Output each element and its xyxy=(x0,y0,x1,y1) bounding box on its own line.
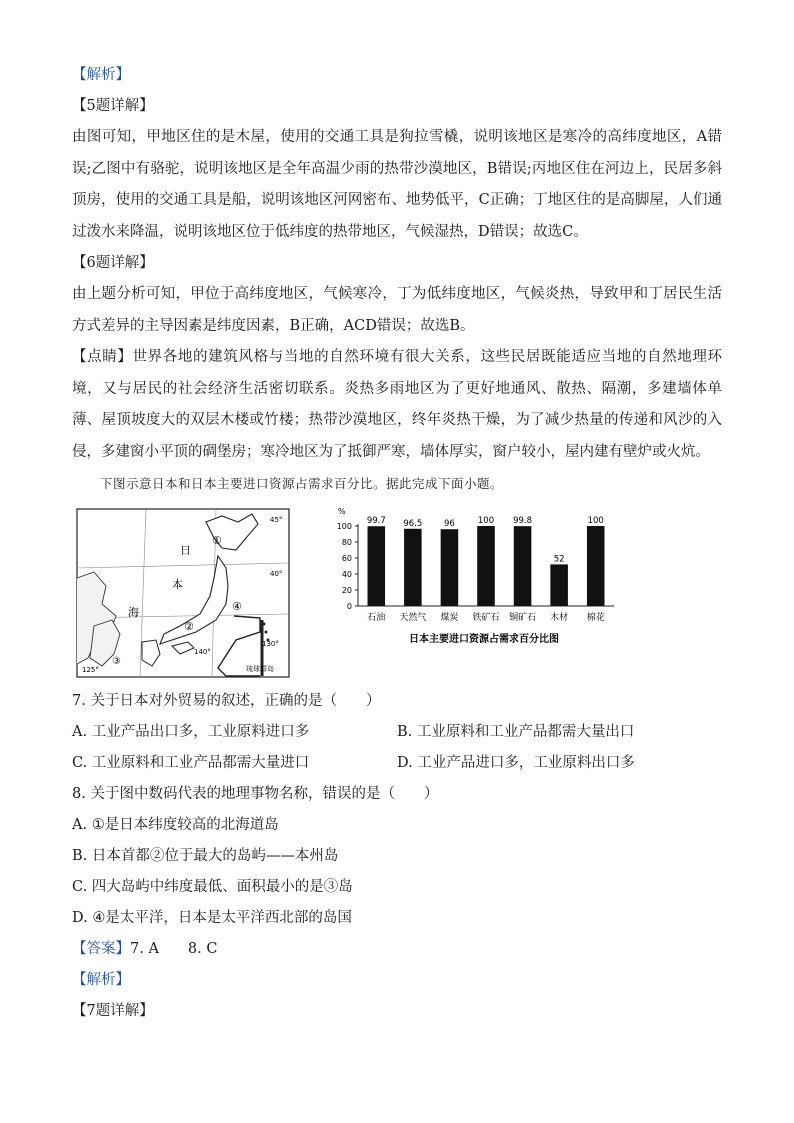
q6-detail-heading: 【6题详解】 xyxy=(72,255,154,271)
q8-option-a: A. ①是日本纬度较高的北海道岛 xyxy=(72,817,279,833)
answer-text: 7. A 8. C xyxy=(130,941,218,957)
chart-bar xyxy=(368,526,386,606)
chart-bar xyxy=(514,526,532,606)
map-lon-125: 125° xyxy=(82,666,99,674)
analysis-heading: 【解析】 xyxy=(72,67,130,83)
chart-title: 日本主要进口资源占需求百分比图 xyxy=(409,634,559,645)
q5-detail-body: 由图可知，甲地区住的是木屋，使用的交通工具是狗拉雪橇，说明该地区是寒冷的高纬度地区，A错误;乙图中有骆驼，说明该地区是全年高温少雨的热带沙漠地区，B错误;丙地区住在河边上，民居多斜顶房，使用的交通工具是船，说明该地区河网密布、地势低平，C正确；丁地区住的是高脚屋，人们通过泼水来降温，说明该地区位于低纬度的热带地区，气候湿热，D错误；故选C。 xyxy=(72,129,722,240)
map-lat-45: 45° xyxy=(270,516,283,524)
tip-paragraph xyxy=(72,342,722,468)
q7-option-b: B. 工业原料和工业产品都需大量出口 xyxy=(397,724,635,740)
q7-stem: 7. 关于日本对外贸易的叙述，正确的是（ ） xyxy=(72,693,381,709)
map-label-hai: 海 xyxy=(128,606,139,619)
q7-option-d: D. 工业产品进口多，工业原料出口多 xyxy=(397,755,635,771)
chart-category-label: 棉花 xyxy=(586,613,605,623)
q6-detail-body: 由上题分析可知，甲位于高纬度地区，气候寒冷，丁为低纬度地区，气候炎热，导致甲和丁居民生活方式差异的主导因素是纬度因素，B正确，ACD错误；故选B。 xyxy=(72,286,722,334)
chart-y-tick-label: 80 xyxy=(341,538,352,547)
chart-bar xyxy=(587,526,605,606)
chart-category-label: 铁矿石 xyxy=(472,613,500,623)
answer-line xyxy=(72,934,732,965)
ryukyu-island-dot xyxy=(265,631,268,634)
chart-value-label: 99.7 xyxy=(366,516,386,527)
q7-option-c: C. 工业原料和工业产品都需大量进口 xyxy=(72,755,310,771)
map-marker-4: ④ xyxy=(232,600,242,613)
q8-option-d: D. ④是太平洋，日本是太平洋西北部的岛国 xyxy=(72,910,352,926)
page-content xyxy=(72,60,732,1027)
q7-options-row xyxy=(72,748,732,779)
chart-bar xyxy=(550,564,568,606)
import-resources-chart xyxy=(334,502,624,672)
chart-category-label: 煤炭 xyxy=(440,613,459,623)
chart-value-label: 52 xyxy=(553,554,565,565)
q8-stem: 8. 关于图中数码代表的地理事物名称，错误的是（ ） xyxy=(72,786,439,802)
map-label-ri: 日 xyxy=(180,544,191,557)
q5-detail-heading: 【5题详解】 xyxy=(72,98,154,114)
analysis-heading-2: 【解析】 xyxy=(72,972,130,988)
chart-bar xyxy=(477,526,495,606)
chart-value-label: 100 xyxy=(587,516,604,526)
ryukyu-island-dot xyxy=(263,623,266,626)
japan-map xyxy=(76,508,290,678)
chart-category-label: 木材 xyxy=(550,613,569,623)
figures xyxy=(72,500,732,686)
map-label-ryukyu: 琉球群岛 xyxy=(246,665,274,673)
chart-bar xyxy=(404,529,422,606)
map-lon-140: 140° xyxy=(194,648,211,656)
chart-y-tick-label: 40 xyxy=(341,570,352,579)
map-label-ben: 本 xyxy=(172,578,183,591)
q7-detail-heading: 【7题详解】 xyxy=(72,1003,154,1019)
tip-body: 世界各地的建筑风格与当地的自然环境有很大关系，这些民居既能适应当地的自然地理环境，又与居民的社会经济生活密切联系。炎热多雨地区为了更好地通风、散热、隔潮，多建墙体单薄、屋顶坡度大的双层木楼或竹楼；热带沙漠地区，终年炎热干燥，为了减少热量的传递和风沙的入侵，多建窗小平顶的碉堡房；寒冷地区为了抵御严寒，墙体厚实，窗户较小，屋内建有壁炉或火炕。 xyxy=(72,349,723,460)
map-lon-130: 130° xyxy=(262,640,279,648)
chart-y-tick-label: 0 xyxy=(346,602,352,611)
chart-y-tick-label: 100 xyxy=(336,522,352,531)
q8-option-c: C. 四大岛屿中纬度最低、面积最小的是③岛 xyxy=(72,879,353,895)
chart-value-label: 99.8 xyxy=(513,516,533,527)
chart-value-label: 96 xyxy=(444,519,455,530)
chart-category-label: 铜矿石 xyxy=(509,613,537,623)
chart-category-label: 天然气 xyxy=(399,613,427,623)
chart-bar xyxy=(441,529,459,606)
chart-y-tick-label: 60 xyxy=(341,554,352,563)
map-marker-1: ① xyxy=(212,534,222,547)
figure-intro: 下图示意日本和日本主要进口资源占需求百分比。据此完成下面小题。 xyxy=(100,476,504,491)
map-marker-2: ② xyxy=(184,620,194,633)
q7-option-a: A. 工业产品出口多，工业原料进口多 xyxy=(72,724,310,740)
chart-value-label: 96.5 xyxy=(403,518,423,529)
q7-options-row xyxy=(72,717,732,748)
map-marker-3: ③ xyxy=(112,656,121,667)
chart-y-unit: % xyxy=(338,507,346,516)
map-lat-40: 40° xyxy=(270,570,283,578)
answer-label: 【答案】 xyxy=(72,941,130,957)
tip-label: 【点睛】 xyxy=(72,349,133,365)
chart-y-tick-label: 20 xyxy=(341,586,352,595)
chart-category-label: 石油 xyxy=(367,613,386,623)
q8-option-b: B. 日本首都②位于最大的岛屿——本州岛 xyxy=(72,848,339,864)
chart-value-label: 100 xyxy=(477,516,495,526)
